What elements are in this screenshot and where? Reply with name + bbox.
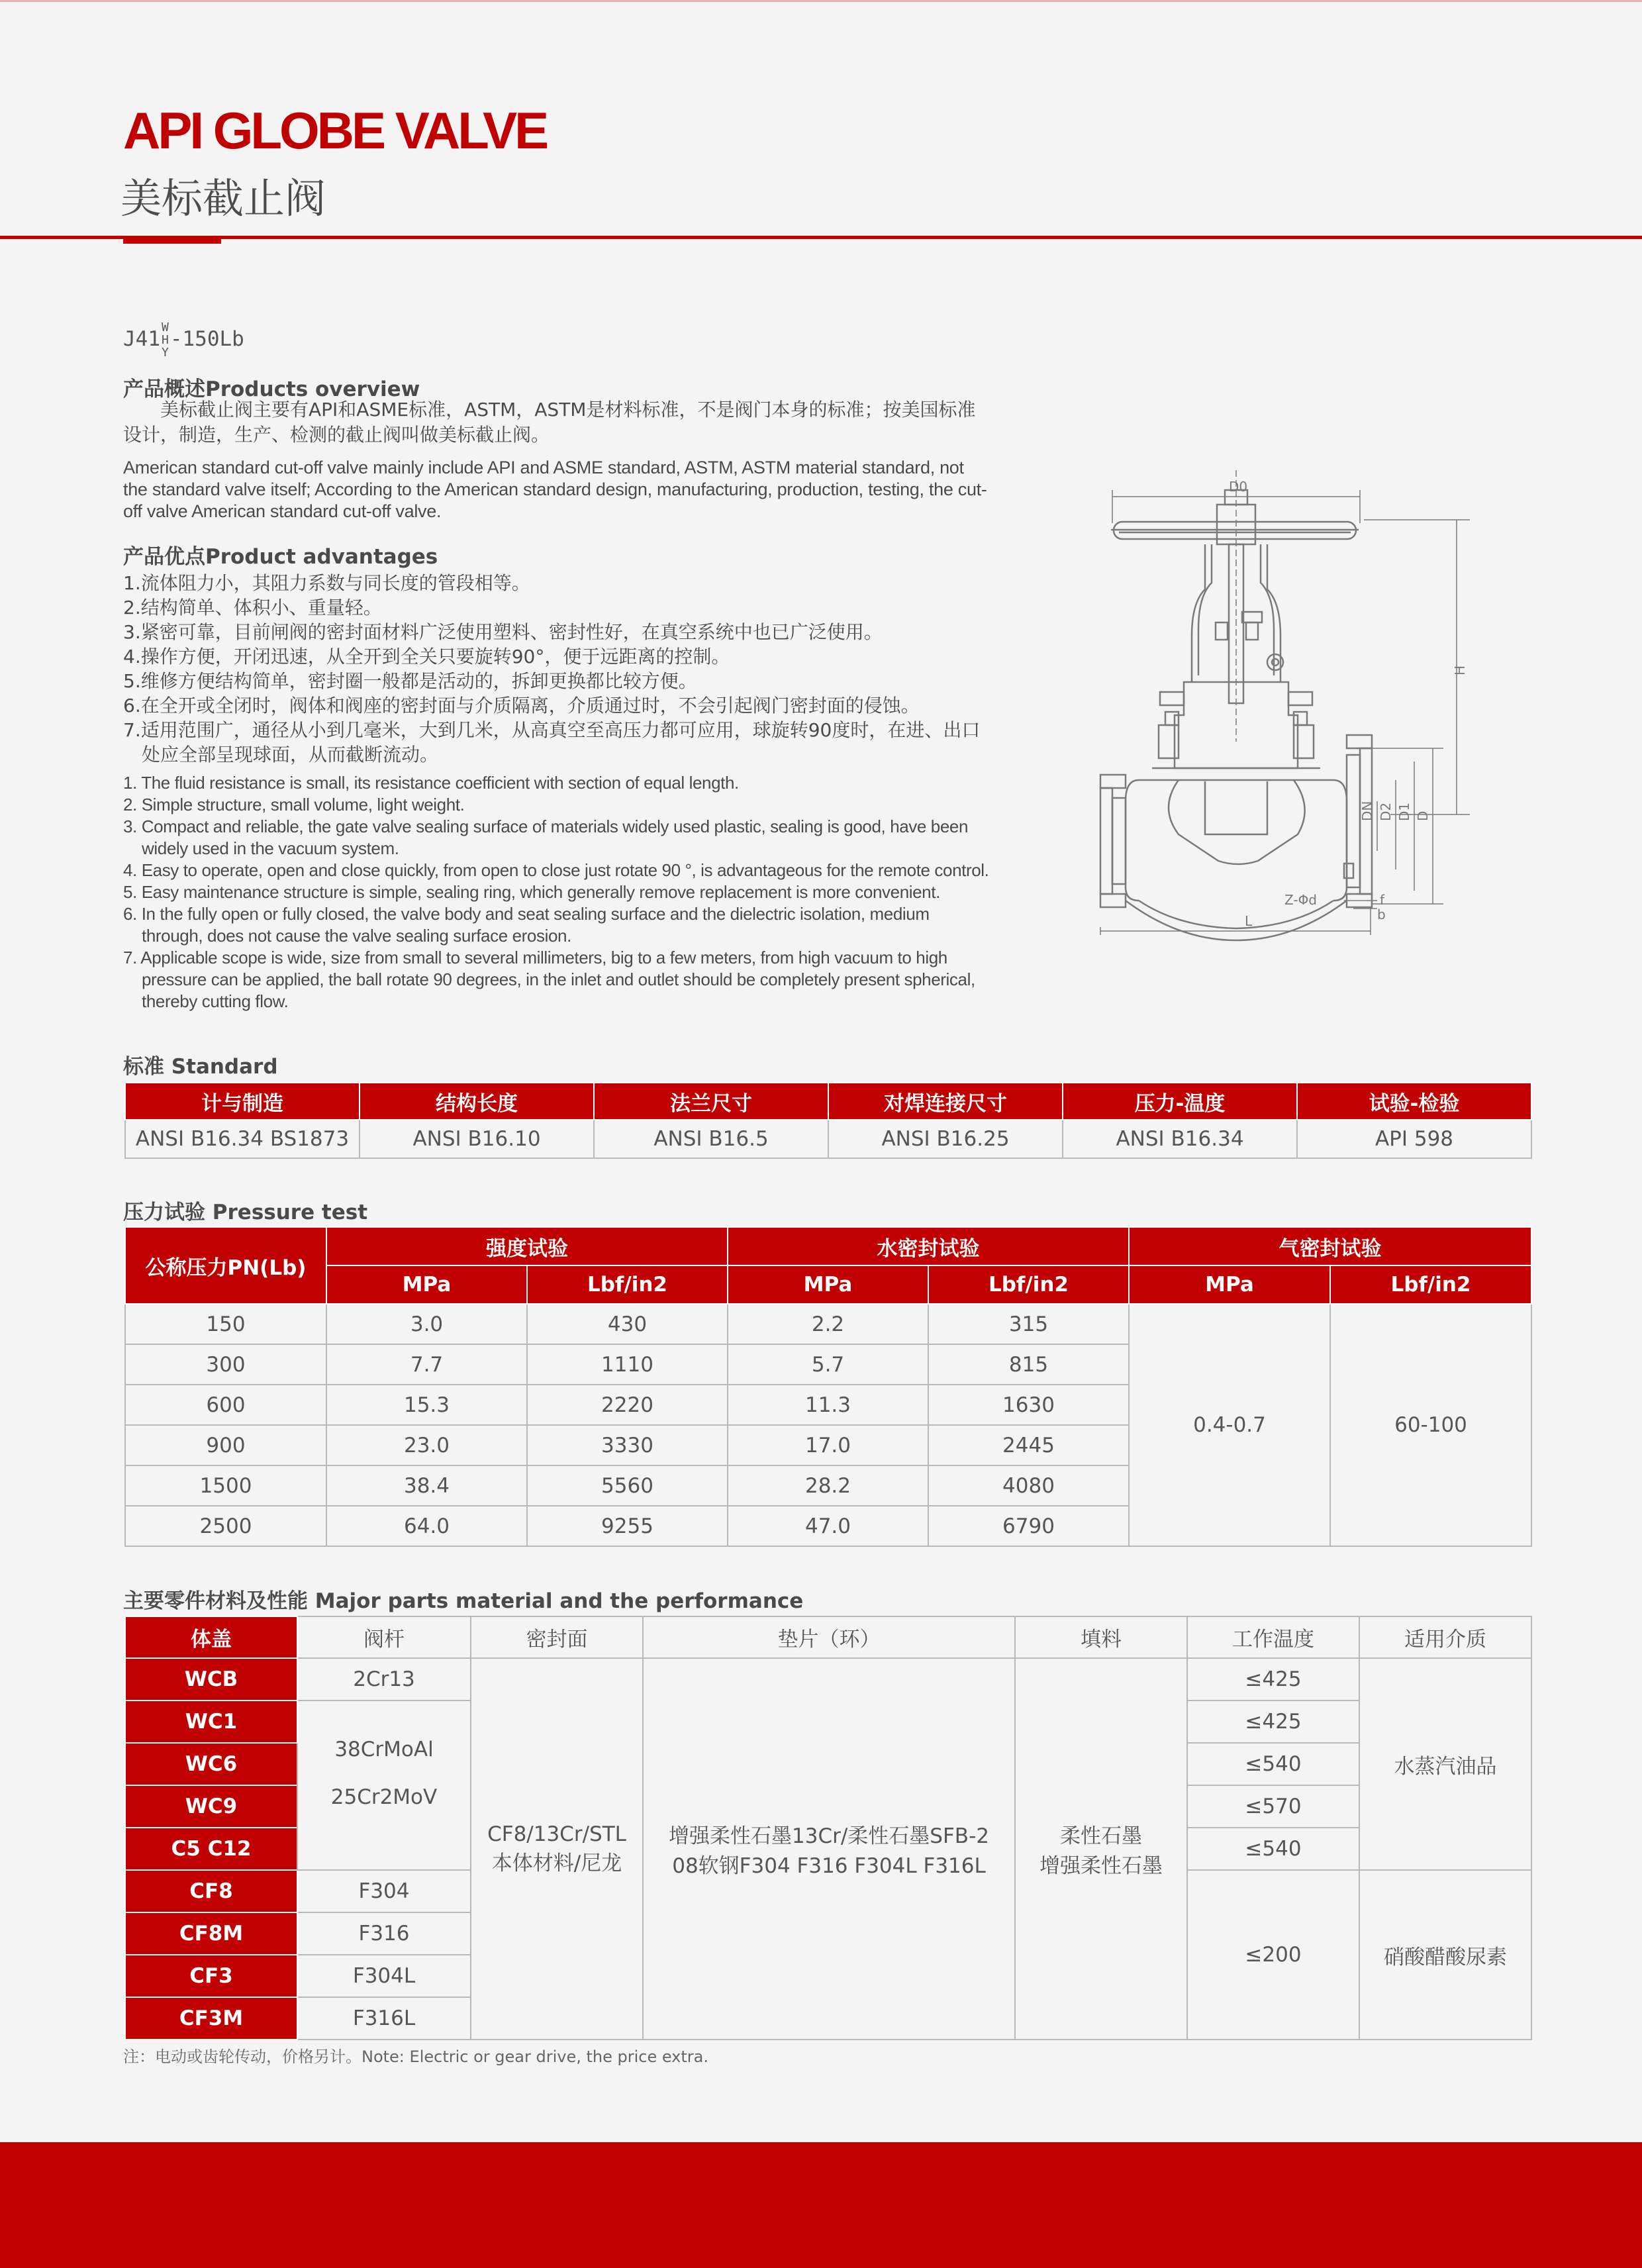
materials-heading: 主要零件材料及性能 Major parts material and the performance <box>123 1589 804 1613</box>
standard-header-cell: 结构长度 <box>360 1083 594 1120</box>
dimension-label-d0: D0 <box>1229 479 1248 495</box>
advantage-en-item: 6. In the fully open or fully closed, the valve body and seat sealing surface and the dielectric isolation, medium through, does not cause the valve sealing surface erosion. <box>123 904 930 946</box>
pressure-cell: 11.3 <box>728 1385 928 1425</box>
materials-table <box>124 1616 1532 2040</box>
body-material-cell: CF3 <box>125 1955 297 1997</box>
page-title-cn: 美标截止阀 <box>121 174 326 222</box>
pressure-unit-header: Lbf/in2 <box>928 1265 1129 1304</box>
globe-valve-drawing <box>1099 464 1496 954</box>
body-material-cell: CF3M <box>125 1997 297 2040</box>
pressure-cell: 47.0 <box>728 1506 928 1546</box>
body-material-cell: C5 C12 <box>125 1828 297 1870</box>
temperature-cell: ≤570 <box>1187 1785 1359 1828</box>
dimension-label-d2: D2 <box>1378 802 1394 821</box>
medium-cell: 水蒸汽油品 <box>1359 1658 1531 1870</box>
pressure-cell: 1630 <box>928 1385 1129 1425</box>
advantages-heading: 产品优点Product advantages <box>123 545 438 569</box>
model-number <box>123 321 244 359</box>
model-variant-y: Y <box>162 346 169 360</box>
price-note: 注：电动或齿轮传动，价格另计。Note: Electric or gear drive, the price extra. <box>123 2047 709 2066</box>
temperature-cell: ≤425 <box>1187 1658 1359 1701</box>
materials-header-cell: 密封面 <box>471 1616 643 1658</box>
standard-value-cell: ANSI B16.25 <box>828 1120 1063 1158</box>
temperature-cell: ≤425 <box>1187 1701 1359 1743</box>
pressure-group-header: 强度试验 <box>326 1227 728 1265</box>
pressure-cell: 3.0 <box>326 1304 527 1344</box>
air-test-lbf-cell: 60-100 <box>1330 1304 1531 1546</box>
stem-material-cell <box>297 1701 471 1870</box>
body-material-cell: CF8 <box>125 1870 297 1912</box>
dimension-label-d1: D1 <box>1396 802 1412 821</box>
stem-material-line: 38CrMoAl <box>334 1738 434 1761</box>
materials-header-cell: 适用介质 <box>1359 1616 1531 1658</box>
materials-header-cell: 垫片（环） <box>643 1616 1015 1658</box>
standard-value-cell: ANSI B16.10 <box>360 1120 594 1158</box>
advantage-en-item: 7. Applicable scope is wide, size from small to several millimeters, big to a few meters, from high vacuum to high pressure can be applied, the ball rotate 90 degrees, in the inlet and outlet should be completely present spherical, thereby cutting flow. <box>123 948 975 1011</box>
standard-header-cell: 试验-检验 <box>1297 1083 1531 1120</box>
standard-table <box>124 1082 1532 1159</box>
model-suffix: -150Lb <box>169 327 244 351</box>
model-variant-h: H <box>162 333 169 347</box>
packing-cell <box>1015 1658 1187 2040</box>
pressure-group-header: 水密封试验 <box>728 1227 1129 1265</box>
packing-line: 柔性石墨 <box>1060 1824 1142 1848</box>
advantage-en-item: 5. Easy maintenance structure is simple, sealing ring, which generally remove replacement is more convenient. <box>123 882 940 902</box>
pressure-cell: 23.0 <box>326 1425 527 1465</box>
temperature-cell: ≤540 <box>1187 1743 1359 1785</box>
stem-material-cell: F316L <box>297 1997 471 2040</box>
overview-text-cn: 美标截止阀主要有API和ASME标准，ASTM，ASTM是材料标准，不是阀门本身的标准；按美国标准设计，制造，生产、检测的截止阀叫做美标截止阀。 <box>123 399 976 446</box>
pressure-cell: 64.0 <box>326 1506 527 1546</box>
gasket-cell <box>643 1658 1015 2040</box>
advantage-cn-item: 4.操作方便，开闭迅速，从全开到全关只要旋转90°，便于远距离的控制。 <box>123 646 730 667</box>
advantage-cn-item: 3.紧密可靠，目前闸阀的密封面材料广泛使用塑料、密封性好，在真空系统中也已广泛使用。 <box>123 621 883 643</box>
pressure-cell: 150 <box>125 1304 326 1344</box>
standard-header-cell: 对焊连接尺寸 <box>828 1083 1063 1120</box>
temperature-cell: ≤200 <box>1187 1870 1359 2040</box>
footer-band <box>0 2142 1642 2268</box>
top-border <box>0 0 1642 2</box>
pressure-cell: 2500 <box>125 1506 326 1546</box>
seal-surface-line: 本体材料/尼龙 <box>491 1851 622 1875</box>
pressure-cell: 300 <box>125 1344 326 1385</box>
body-material-cell: WC1 <box>125 1701 297 1743</box>
air-test-mpa-cell: 0.4-0.7 <box>1129 1304 1330 1546</box>
pressure-group-header: 气密封试验 <box>1129 1227 1531 1265</box>
pressure-cell: 2220 <box>527 1385 728 1425</box>
dimension-label-b: b <box>1377 907 1386 922</box>
advantage-cn-item: 5.维修方便结构简单，密封圈一般都是活动的，拆卸更换都比较方便。 <box>123 670 697 692</box>
overview-heading: 产品概述Products overview <box>123 377 420 401</box>
standard-header-cell: 法兰尺寸 <box>594 1083 828 1120</box>
pressure-cell: 315 <box>928 1304 1129 1344</box>
pressure-cell: 7.7 <box>326 1344 527 1385</box>
packing-line: 增强柔性石墨 <box>1039 1854 1163 1878</box>
body-material-cell: WC9 <box>125 1785 297 1828</box>
pressure-unit-header: Lbf/in2 <box>1330 1265 1531 1304</box>
model-variant-stack <box>162 321 169 359</box>
pressure-cell: 1110 <box>527 1344 728 1385</box>
advantage-cn-item: 6.在全开或全闭时，阀体和阀座的密封面与介质隔离，介质通过时，不会引起阀门密封面的侵蚀。 <box>123 695 920 716</box>
pressure-cell: 5560 <box>527 1465 728 1506</box>
materials-header-row <box>125 1616 1531 1658</box>
advantages-list-cn <box>123 571 990 767</box>
standard-value-cell: ANSI B16.5 <box>594 1120 828 1158</box>
advantage-cn-item: 1.流体阻力小，其阻力系数与同长度的管段相等。 <box>123 572 530 594</box>
pressure-cell: 900 <box>125 1425 326 1465</box>
dimension-label-dn: DN <box>1359 801 1375 821</box>
advantages-list-en <box>123 772 994 1012</box>
body-material-cell: WC6 <box>125 1743 297 1785</box>
advantage-en-item: 4. Easy to operate, open and close quickly, from open to close just rotate 90 °, is advantageous for the remote control. <box>123 860 989 880</box>
pressure-unit-header: MPa <box>326 1265 527 1304</box>
stem-material-cell: F304L <box>297 1955 471 1997</box>
pressure-cell: 2445 <box>928 1425 1129 1465</box>
materials-header-cell: 填料 <box>1015 1616 1187 1658</box>
standard-header-cell: 计与制造 <box>125 1083 360 1120</box>
standard-value-row <box>125 1120 1531 1158</box>
standard-header-row <box>125 1083 1531 1120</box>
body-material-cell: CF8M <box>125 1912 297 1955</box>
pressure-cell: 6790 <box>928 1506 1129 1546</box>
pressure-table <box>124 1226 1532 1547</box>
materials-header-body: 体盖 <box>125 1616 297 1658</box>
stem-material-line: 25Cr2MoV <box>330 1785 438 1809</box>
materials-header-cell: 工作温度 <box>1187 1616 1359 1658</box>
pressure-cell: 3330 <box>527 1425 728 1465</box>
table-row <box>125 1658 1531 1701</box>
dimension-label-l: L <box>1245 913 1253 929</box>
dimension-label-d: D <box>1415 811 1431 821</box>
model-prefix: J41 <box>123 327 160 351</box>
dimension-label-h: H <box>1452 665 1468 675</box>
temperature-cell: ≤540 <box>1187 1828 1359 1870</box>
pressure-unit-header: MPa <box>1129 1265 1330 1304</box>
table-row <box>125 1304 1531 1344</box>
pressure-pn-header: 公称压力PN(Lb) <box>125 1227 326 1304</box>
seal-surface-line: CF8/13Cr/STL <box>487 1822 626 1846</box>
advantage-cn-item: 2.结构简单、体积小、重量轻。 <box>123 597 382 618</box>
title-divider <box>0 236 1642 239</box>
pressure-cell: 38.4 <box>326 1465 527 1506</box>
pressure-cell: 9255 <box>527 1506 728 1546</box>
pressure-cell: 430 <box>527 1304 728 1344</box>
pressure-cell: 4080 <box>928 1465 1129 1506</box>
dimension-label-f: f <box>1380 892 1385 908</box>
pressure-cell: 28.2 <box>728 1465 928 1506</box>
title-divider-accent <box>123 237 221 244</box>
standard-value-cell: ANSI B16.34 BS1873 <box>125 1120 360 1158</box>
pressure-cell: 17.0 <box>728 1425 928 1465</box>
advantage-en-item: 1. The fluid resistance is small, its resistance coefficient with section of equal length. <box>123 773 739 793</box>
pressure-heading: 压力试验 Pressure test <box>123 1201 368 1224</box>
materials-header-cell: 阀杆 <box>297 1616 471 1658</box>
model-variant-w: W <box>162 320 169 334</box>
stem-material-cell: F304 <box>297 1870 471 1912</box>
pressure-cell: 15.3 <box>326 1385 527 1425</box>
advantage-en-item: 2. Simple structure, small volume, light weight. <box>123 795 465 814</box>
body-material-cell: WCB <box>125 1658 297 1701</box>
standard-value-cell: API 598 <box>1297 1120 1531 1158</box>
dimension-label-bolt-holes: Z-Φd <box>1284 892 1318 908</box>
standard-header-cell: 压力-温度 <box>1063 1083 1297 1120</box>
stem-material-cell: 2Cr13 <box>297 1658 471 1701</box>
pressure-unit-header: Lbf/in2 <box>527 1265 728 1304</box>
pressure-cell: 2.2 <box>728 1304 928 1344</box>
pressure-cell: 5.7 <box>728 1344 928 1385</box>
standard-heading: 标准 Standard <box>123 1055 278 1079</box>
advantage-cn-item: 7.适用范围广，通径从小到几毫米，大到几米，从高真空至高压力都可应用，球旋转90度时，在进、出口处应全部呈现球面，从而截断流动。 <box>123 719 981 765</box>
medium-cell: 硝酸醋酸尿素 <box>1359 1870 1531 2040</box>
page-title-en: API GLOBE VALVE <box>123 101 547 160</box>
pressure-group-row <box>125 1227 1531 1265</box>
pressure-cell: 600 <box>125 1385 326 1425</box>
standard-value-cell: ANSI B16.34 <box>1063 1120 1297 1158</box>
gasket-line: 08软钢F304 F316 F304L F316L <box>672 1854 986 1878</box>
pressure-cell: 815 <box>928 1344 1129 1385</box>
pressure-unit-header: MPa <box>728 1265 928 1304</box>
seal-surface-cell <box>471 1658 643 2040</box>
gasket-line: 增强柔性石墨13Cr/柔性石墨SFB-2 <box>669 1824 989 1848</box>
stem-material-cell: F316 <box>297 1912 471 1955</box>
pressure-cell: 1500 <box>125 1465 326 1506</box>
overview-text-en: American standard cut-off valve mainly include API and ASME standard, ASTM, ASTM material standard, not the standard valve itself; According to the American standard design, manufacturing, production, testing, the cut-off valve American standard cut-off valve. <box>123 458 987 521</box>
pressure-unit-row <box>125 1265 1531 1304</box>
advantage-en-item: 3. Compact and reliable, the gate valve sealing surface of materials widely used plastic, sealing is good, have been widely used in the vacuum system. <box>123 816 969 858</box>
